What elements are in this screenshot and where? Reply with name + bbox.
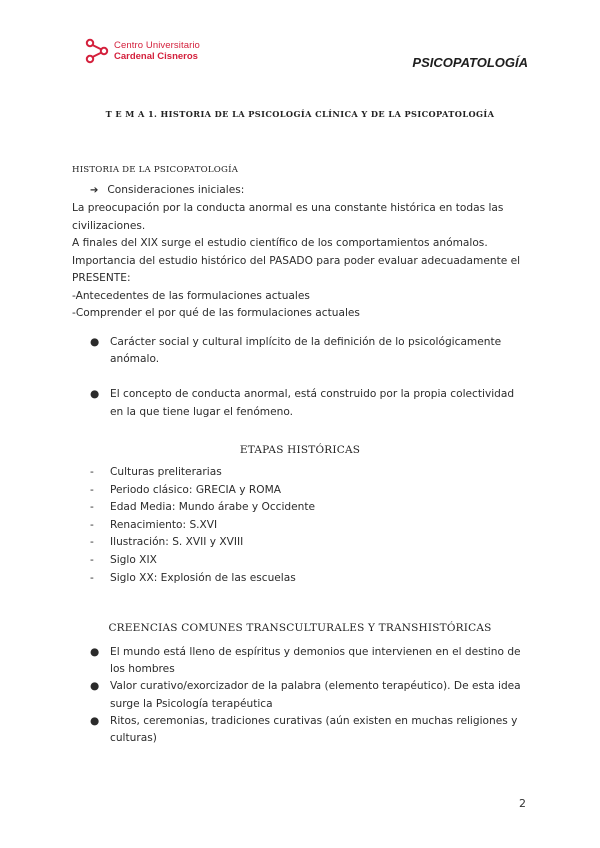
header-subject: PSICOPATOLOGÍA [412,55,528,70]
consideraciones-label: Consideraciones iniciales: [107,184,245,196]
creencias-heading: CREENCIAS COMUNES TRANSCULTURALES Y TRANSHISTÓRICAS [108,622,492,634]
list-item [90,644,530,678]
list-item [90,678,530,712]
bullet-text: Ritos, ceremonias, tradiciones curativas (aún existen en muchas religiones y culturas) [110,714,518,745]
list-item: - Ilustración: S. XVII y XVIII [90,536,244,549]
list-item: - Renacimiento: S.XVI [90,518,218,531]
paragraph: -Antecedentes de las formulaciones actuales [72,289,310,302]
paragraph: -Comprender el por qué de las formulaciones actuales [72,307,360,319]
list-item: - Siglo XX: Explosión de las escuelas [90,571,296,584]
etapas-heading: ETAPAS HISTÓRICAS [239,444,361,456]
university-logo [84,38,200,64]
bullet-text: Carácter social y cultural implícito de la definición de lo psicológicamente anómalo. [110,336,502,366]
list-item [90,386,530,420]
list-item: - Siglo XIX [90,553,157,566]
historia-heading: HISTORIA DE LA PSICOPATOLOGÍA [72,165,239,175]
bullet-icon: ● [90,336,100,348]
bullet-list-a [90,334,530,439]
bullet-icon: ● [90,646,100,658]
bullet-list-b [90,644,530,747]
intro-paragraphs [72,200,532,323]
etapa-text: Ilustración: S. XVII y XVIII [110,536,244,549]
paragraph: La preocupación por la conducta anormal es una constante histórica en todas las civilizaciones. [72,202,504,232]
page-number: 2 [519,797,526,810]
bullet-icon: ● [90,714,100,727]
etapas-list [90,464,315,587]
bullet-text: Valor curativo/exorcizador de la palabra (elemento terapéutico). De esta idea surge la Psicología terapéutica [110,680,521,710]
logo-line2: Cardenal Cisneros [114,51,198,62]
list-item [90,334,530,368]
list-item: - Culturas preliterarias [90,466,222,478]
etapa-text: Siglo XX: Explosión de las escuelas [110,571,296,584]
list-item: - Edad Media: Mundo árabe y Occidente [90,501,316,514]
list-item [90,713,530,747]
bullet-icon: ● [90,680,100,693]
bullet-icon: ● [90,388,100,401]
etapa-text: Siglo XIX [110,553,157,566]
etapa-text: Periodo clásico: GRECIA y ROMA [110,483,281,496]
consideraciones-item [90,184,244,196]
bullet-text: El concepto de conducta anormal, está construido por la propia colectividad en la que tiene lugar el fenómeno. [110,388,515,418]
etapa-text: Culturas preliterarias [110,466,222,478]
paragraph: A finales del XIX surge el estudio científico de los comportamientos anómalos. [72,237,488,249]
etapa-text: Renacimiento: S.XVI [110,518,218,531]
logo-mark-icon [84,38,110,64]
arrow-right-icon: ➔ [90,184,99,196]
tema-title: T E M A 1. HISTORIA DE LA PSICOLOGÍA CLÍNICA Y DE LA PSICOPATOLOGÍA [105,109,495,119]
logo-line1: Centro Universitario [114,40,200,51]
list-item: - Periodo clásico: GRECIA y ROMA [90,483,281,496]
etapa-text: Edad Media: Mundo árabe y Occidente [110,501,316,514]
paragraph: Importancia del estudio histórico del PASADO para poder evaluar adecuadamente el PRESENTE: [72,254,521,284]
bullet-text: El mundo está lleno de espíritus y demonios que intervienen en el destino de los hombres [110,646,521,676]
